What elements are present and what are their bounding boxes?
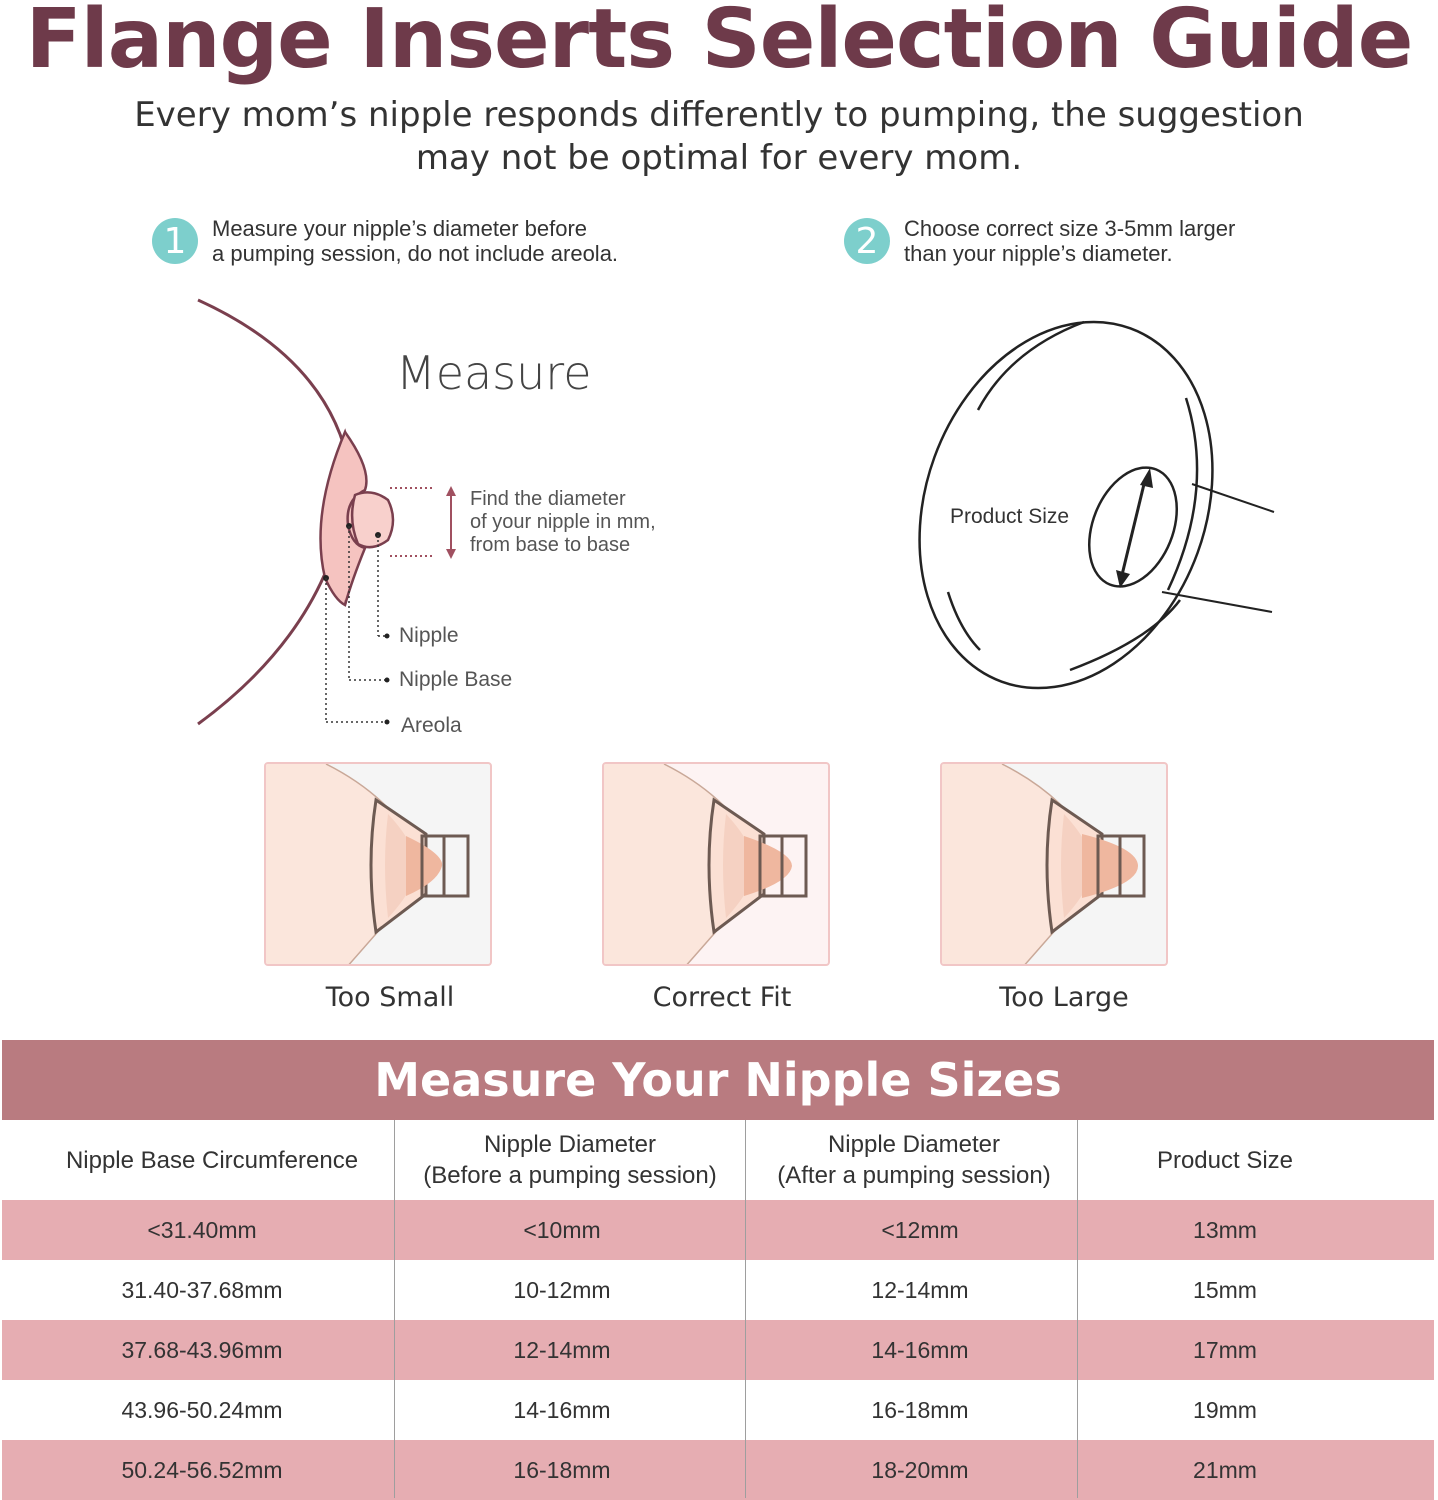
flange-illustration [870, 280, 1274, 729]
column-header-0-line-1: Nipple Base Circumference [65, 1146, 359, 1174]
table-row [2, 1320, 1434, 1380]
table-row [2, 1200, 1434, 1260]
too-large-illustration [942, 764, 1168, 966]
cell-base-circumference: 43.96-50.24mm [121, 1396, 283, 1423]
flange-product-size-label: Product Size [950, 505, 1070, 528]
fit-label-too-large: Too Large [999, 982, 1129, 1013]
subtitle-line-2: may not be optimal for every mom. [415, 138, 1023, 178]
cell-diameter-before: 16-18mm [513, 1456, 611, 1483]
cell-diameter-before: <10mm [523, 1216, 601, 1243]
step-1-number-badge: 1 [152, 218, 198, 264]
column-divider [1077, 1120, 1078, 1498]
cell-diameter-after: 12-14mm [871, 1276, 969, 1303]
column-divider [745, 1120, 746, 1498]
measure-heading: Measure [396, 346, 592, 400]
measure-instruction-line-3: from base to base [470, 534, 631, 556]
measure-instruction [470, 488, 656, 557]
cell-diameter-after: 14-16mm [871, 1336, 969, 1363]
table-row [2, 1380, 1434, 1440]
column-divider [394, 1120, 395, 1498]
fit-card-correct-fit [602, 762, 830, 966]
cell-diameter-before: 14-16mm [513, 1396, 611, 1423]
cell-diameter-before: 10-12mm [513, 1276, 611, 1303]
step-2-line-2: than your nipple’s diameter. [904, 241, 1173, 266]
cell-product-size: 21mm [1193, 1456, 1257, 1483]
column-header-2-line-2: (After a pumping session) [777, 1162, 1051, 1189]
fit-label-too-small: Too Small [325, 982, 455, 1013]
table-row [2, 1260, 1434, 1320]
cell-base-circumference: <31.40mm [147, 1216, 257, 1243]
column-header-diameter-before [394, 1120, 746, 1200]
cell-product-size: 19mm [1193, 1396, 1257, 1423]
table-column-headers [2, 1120, 1434, 1200]
label-nipple: Nipple [399, 624, 459, 647]
page-title: Flange Inserts Selection Guide [25, 0, 1413, 87]
column-header-3-line-1: Product Size [1156, 1146, 1294, 1174]
fit-card-too-small [264, 762, 492, 966]
step-1-line-1: Measure your nipple’s diameter before [212, 216, 588, 241]
measure-instruction-line-1: Find the diameter [470, 488, 626, 510]
measure-instruction-line-2: of your nipple in mm, [470, 511, 656, 533]
column-header-base-circumference [2, 1120, 422, 1200]
step-1-line-2: a pumping session, do not include areola. [212, 241, 619, 266]
step-2-line-1: Choose correct size 3-5mm larger [904, 216, 1236, 241]
column-header-diameter-after [746, 1120, 1082, 1200]
subtitle-line-1: Every mom’s nipple responds differently to pumping, the suggestion [134, 95, 1304, 135]
fit-card-too-large [940, 762, 1168, 966]
correct-fit-illustration [604, 764, 830, 966]
cell-diameter-after: <12mm [881, 1216, 959, 1243]
label-areola: Areola [401, 714, 462, 737]
step-2-number-badge: 2 [844, 218, 890, 264]
too-small-illustration [266, 764, 492, 966]
table-title: Measure Your Nipple Sizes [2, 1040, 1434, 1120]
cell-base-circumference: 37.68-43.96mm [121, 1336, 283, 1363]
column-header-2-line-1: Nipple Diameter [827, 1131, 1001, 1158]
label-nipple-base: Nipple Base [399, 668, 513, 691]
column-header-1-line-1: Nipple Diameter [483, 1131, 657, 1158]
column-header-product-size [1078, 1120, 1372, 1200]
cell-product-size: 15mm [1193, 1276, 1257, 1303]
cell-product-size: 17mm [1193, 1336, 1257, 1363]
cell-base-circumference: 50.24-56.52mm [121, 1456, 283, 1483]
fit-label-correct-fit: Correct Fit [652, 982, 792, 1013]
cell-product-size: 13mm [1193, 1216, 1257, 1243]
cell-diameter-after: 16-18mm [871, 1396, 969, 1423]
cell-base-circumference: 31.40-37.68mm [121, 1276, 283, 1303]
table-row [2, 1440, 1434, 1500]
cell-diameter-after: 18-20mm [871, 1456, 969, 1483]
cell-diameter-before: 12-14mm [513, 1336, 611, 1363]
column-header-1-line-2: (Before a pumping session) [423, 1162, 717, 1189]
